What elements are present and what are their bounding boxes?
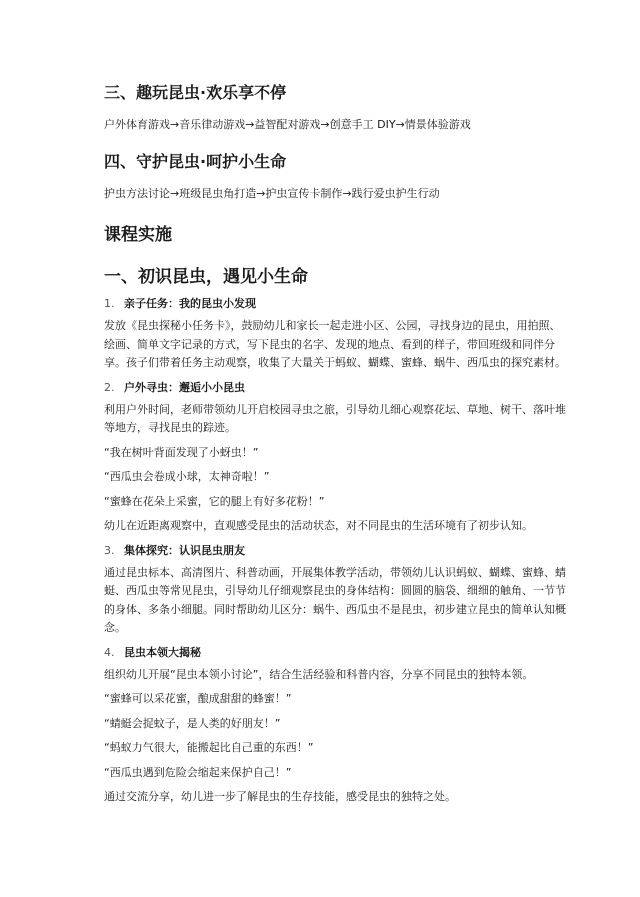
section-3-flow: 户外体育游戏→音乐律动游戏→益智配对游戏→创意手工 DIY→情景体验游戏 bbox=[104, 118, 471, 131]
quote: “我在树叶背面发现了小蚜虫！” bbox=[104, 445, 259, 459]
paragraph: 发放《昆虫探秘小任务卡》，鼓励幼儿和家长一起走进小区、公园，寻找身边的昆虫，用拍照、绘画、简单文字记录的方式，写下昆虫的名字、发现的地点、看到的样子，带回班级和同伴分享。孩子们带着任务主动观察，收集了大量关于蚂蚁、蝴蝶、蜜蜂、蜗牛、西瓜虫的探究素材。 bbox=[104, 319, 566, 369]
quote: “蜜蜂可以采花蜜，酿成甜甜的蜂蜜！” bbox=[104, 692, 292, 705]
section-4-title: 四、守护昆虫·呵护小生命 bbox=[104, 151, 287, 171]
paragraph: 利用户外时间，老师带领幼儿开启校园寻虫之旅，引导幼儿细心观察花坛、草地、树干、落叶堆等地方，寻找昆虫的踪迹。 bbox=[104, 402, 566, 434]
item-title: 亲子任务：我的昆虫小发现 bbox=[124, 297, 256, 310]
item-2 bbox=[104, 379, 570, 536]
section-3-title: 三、趣玩昆虫·欢乐享不停 bbox=[104, 83, 287, 102]
item-title: 集体探究：认识昆虫朋友 bbox=[124, 543, 245, 557]
quote: “西瓜虫会卷成小球，太神奇啦！” bbox=[104, 470, 270, 483]
item-title: 昆虫本领大揭秘 bbox=[124, 645, 201, 659]
quote: “西瓜虫遇到危险会缩起来保护自己！” bbox=[104, 765, 292, 779]
item-number: 1. bbox=[104, 297, 115, 310]
paragraph: 组织幼儿开展“昆虫本领小讨论”，结合生活经验和科普内容，分享不同昆虫的独特本领。 bbox=[104, 667, 534, 681]
item-number: 2. bbox=[104, 380, 115, 394]
paragraph: 通过交流分享，幼儿进一步了解昆虫的生存技能，感受昆虫的独特之处。 bbox=[104, 790, 456, 803]
item-4 bbox=[104, 644, 570, 807]
item-number: 3. bbox=[104, 543, 115, 557]
course-title: 课程实施 bbox=[104, 225, 172, 245]
quote: “蚂蚁力气很大，能搬起比自己重的东西！” bbox=[104, 741, 314, 754]
paragraph: 通过昆虫标本、高清图片、科普动画，开展集体教学活动，带领幼儿认识蚂蚁、蝴蝶、蜜蜂、蜻蜓、西瓜虫等常见昆虫，引导幼儿仔细观察昆虫的身体结构：圆圆的脑袋、细细的触角、一节节的身体、多条小细腿。同时帮助幼儿区分：蜗牛、西瓜虫不是昆虫，初步建立昆虫的简单认知概念。 bbox=[104, 565, 566, 634]
item-3 bbox=[104, 542, 570, 638]
item-title: 户外寻虫：邂逅小小昆虫 bbox=[124, 380, 245, 394]
paragraph: 幼儿在近距离观察中，直观感受昆虫的活动状态，对不同昆虫的生活环境有了初步认知。 bbox=[104, 519, 533, 532]
quote: “蜜蜂在花朵上采蜜，它的腿上有好多花粉！” bbox=[104, 494, 325, 508]
item-1 bbox=[104, 295, 570, 373]
section-4-flow: 护虫方法讨论→班级昆虫角打造→护虫宣传卡制作→践行爱虫护生行动 bbox=[104, 186, 440, 200]
item-number: 4. bbox=[104, 645, 115, 659]
part-1-title: 一、初识昆虫，遇见小生命 bbox=[104, 267, 308, 287]
quote: “蜻蜓会捉蚊子，是人类的好朋友！” bbox=[104, 716, 281, 730]
